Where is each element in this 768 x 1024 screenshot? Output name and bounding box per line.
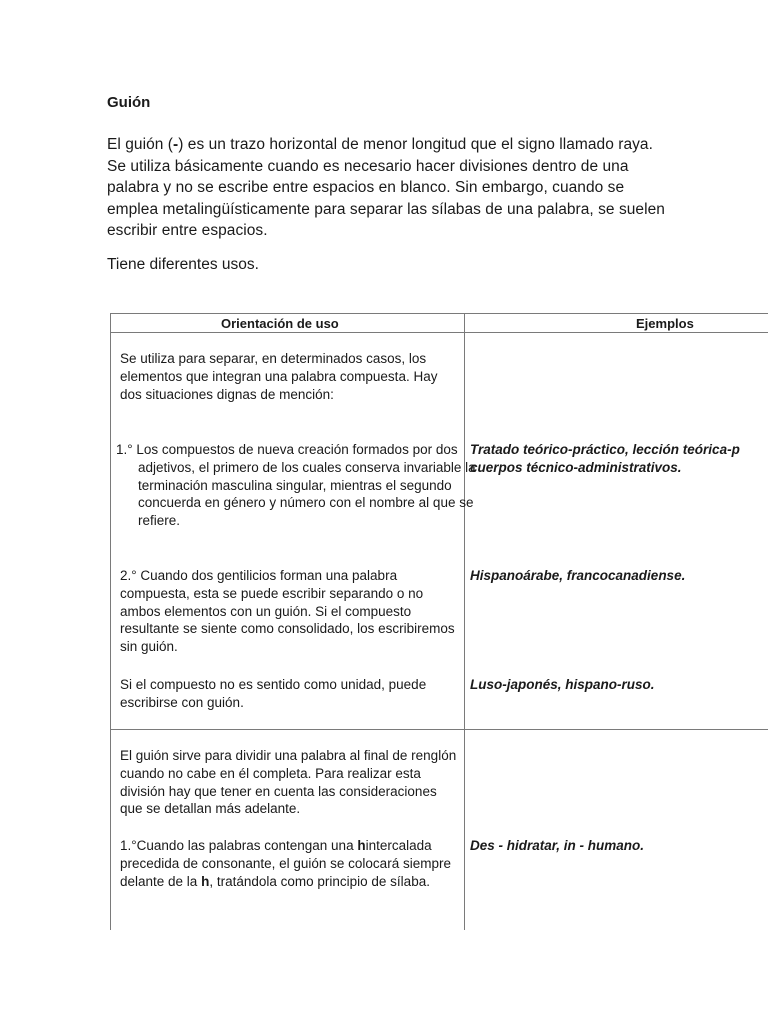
header-ejemplos: Ejemplos [636,316,694,331]
block1-item3: Si el compuesto no es sentido como unidad, puede escribirse con guión. [120,677,427,710]
intro-dash: - [172,136,179,153]
intro-part1: El guión ( [107,136,173,153]
block1-item1: 1.° Los compuestos de nueva creación formados por dos adjetivos, el primero de los cuales conserva invariable la terminación masculina singular, mientras el segundo concuerda en género y número con el nombre al que se refiere. [116,442,476,529]
block1-item1-example-line2: cuerpos técnico-administrativos. [470,460,682,475]
header-orientacion: Orientación de uso [221,316,339,331]
table-top-border [110,313,768,314]
table-column-divider [464,313,465,930]
block1-item1-example-line1: Tratado teórico-práctico, lección teórica-p [470,442,740,457]
block2-item1-h2: h [201,873,210,889]
intro-paragraph [107,134,667,242]
block2-item1-part3: , tratándola como principio de sílaba. [209,873,430,889]
block2-item1-example: Des - hidratar, in - humano. [470,838,645,853]
usos-paragraph: Tiene diferentes usos. [107,256,259,273]
table-row-divider [110,729,768,730]
table-header-border [110,332,768,333]
block1-item2-example: Hispanoárabe, francocanadiense. [470,568,686,583]
block2-item1-h1: h [357,838,366,853]
block2-item1 [120,837,460,890]
block2-intro: El guión sirve para dividir una palabra al final de renglón cuando no cabe en él completa. Para realizar esta división hay que tener en cuenta las consideraciones que se detallan más adelante. [120,748,457,817]
block2-item1-part1: 1.°Cuando las palabras contengan una [120,838,358,853]
block1-item3-example: Luso-japonés, hispano-ruso. [470,677,655,692]
block1-item2: 2.° Cuando dos gentilicios forman una palabra compuesta, esta se puede escribir separando o no ambos elementos con un guión. Si el compuesto resultante se siente como consolidado, los escribiremos sin guión. [120,568,455,655]
block1-intro: Se utiliza para separar, en determinados casos, los elementos que integran una palabra compuesta. Hay dos situaciones dignas de mención: [120,351,438,402]
intro-part2: ) es un trazo horizontal de menor longitud que el signo llamado raya. Se utiliza básicamente cuando es necesario hacer divisiones dentro de una palabra y no se escribe entre espacios en blanco. Sin embargo, cuando se emplea metalingüísticamente para separar las sílabas de una palabra, se suelen escribir entre espacios. [107,136,665,239]
block2-item1-part2: intercalada precedida de consonante, el guión se colocará siempre delante de la [120,838,451,889]
document-title: Guión [107,94,151,111]
table-left-border [110,313,111,930]
